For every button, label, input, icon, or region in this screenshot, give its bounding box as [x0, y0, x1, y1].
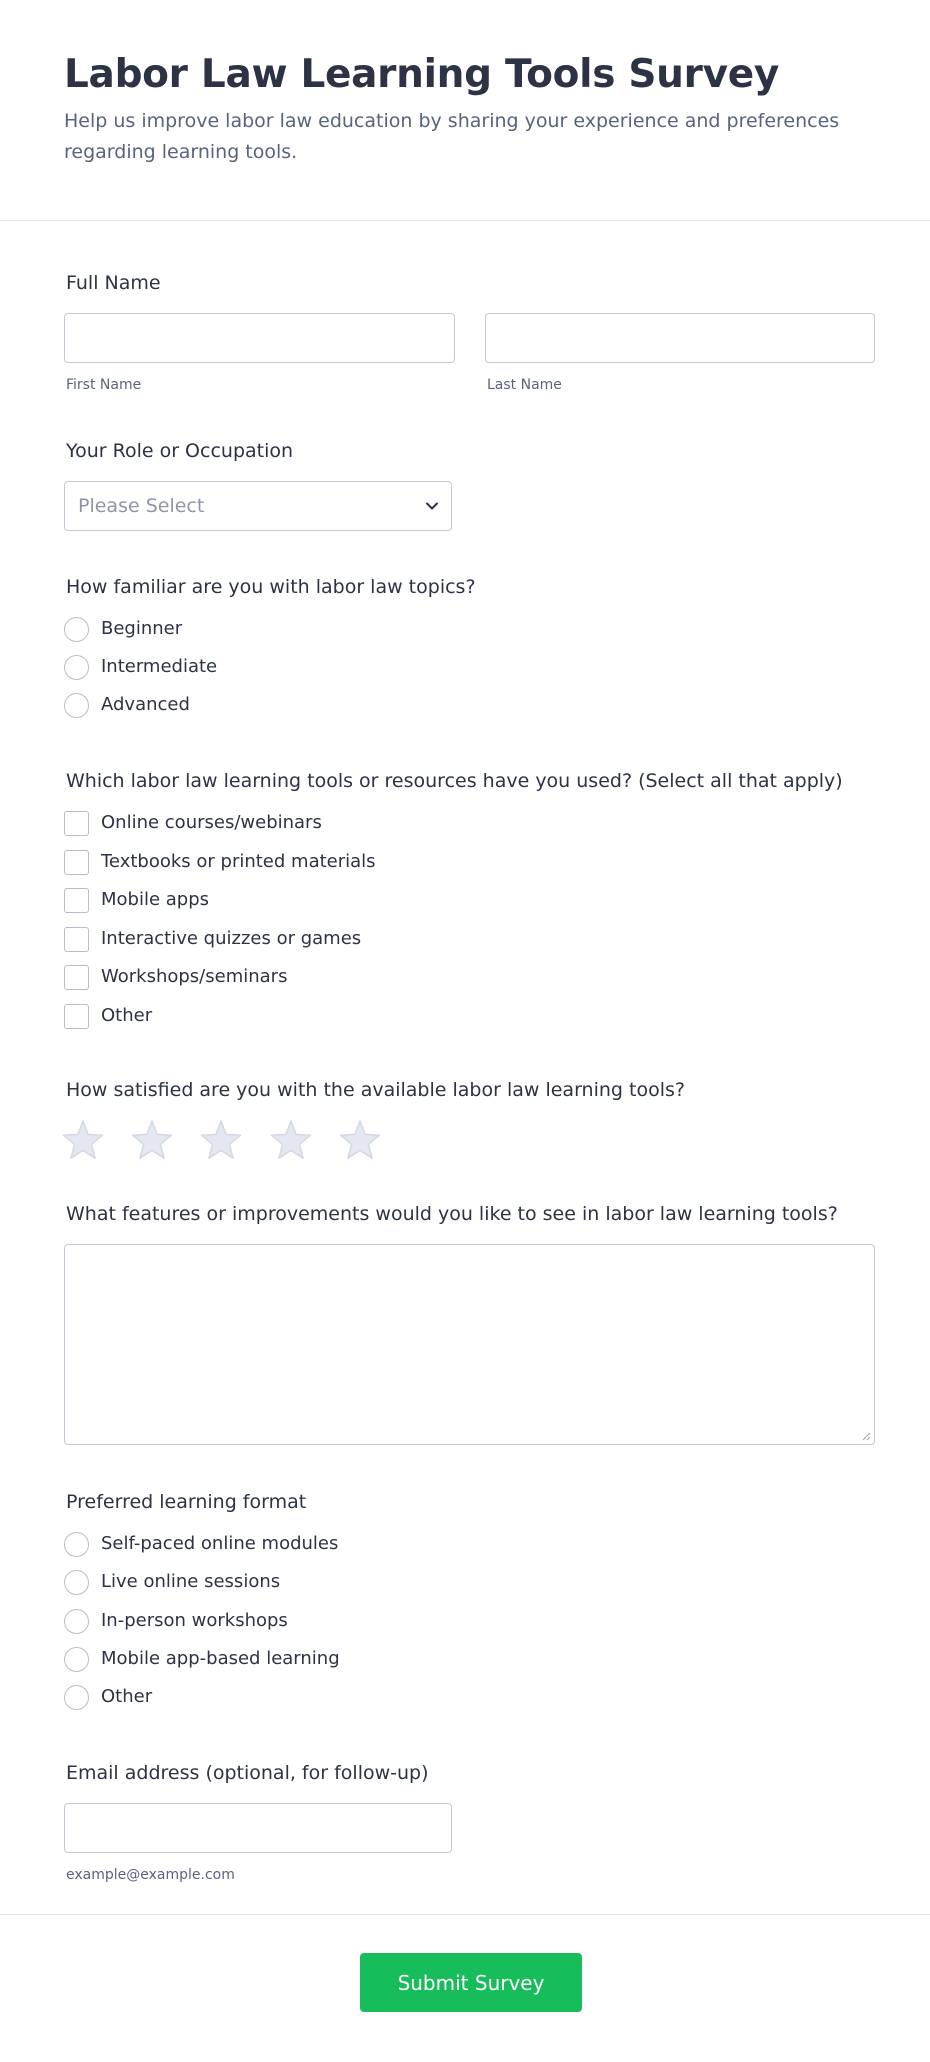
star-icon[interactable] [270, 1119, 312, 1161]
submit-survey-button[interactable]: Submit Survey [360, 1953, 582, 2012]
radio-button[interactable] [64, 617, 89, 642]
radio-button[interactable] [64, 693, 89, 718]
option-label: Advanced [101, 694, 190, 715]
option-label: Textbooks or printed materials [101, 851, 376, 872]
option-label: Beginner [101, 618, 183, 639]
role-select-placeholder: Please Select [78, 495, 205, 517]
radio-button[interactable] [64, 1685, 89, 1710]
features-label: What features or improvements would you like to see in labor law learning tools? [66, 1203, 838, 1225]
checkbox[interactable] [64, 927, 89, 952]
option-label: Intermediate [101, 656, 218, 677]
resize-handle-icon[interactable] [861, 1431, 871, 1441]
last-name-sublabel: Last Name [487, 377, 562, 393]
radio-button[interactable] [64, 1532, 89, 1557]
satisfaction-label: How satisfied are you with the available labor law learning tools? [66, 1079, 685, 1101]
form-header [0, 0, 930, 221]
email-input[interactable] [64, 1803, 452, 1853]
radio-button[interactable] [64, 1647, 89, 1672]
first-name-sublabel: First Name [66, 377, 142, 393]
star-icon[interactable] [200, 1119, 242, 1161]
first-name-input[interactable] [64, 313, 455, 363]
checkbox[interactable] [64, 850, 89, 875]
page-title: Labor Law Learning Tools Survey [64, 52, 779, 97]
last-name-input[interactable] [485, 313, 875, 363]
option-label: Self-paced online modules [101, 1533, 339, 1554]
option-label: Workshops/seminars [101, 966, 288, 987]
radio-button[interactable] [64, 655, 89, 680]
familiarity-label: How familiar are you with labor law topics? [66, 576, 476, 598]
checkbox[interactable] [64, 1004, 89, 1029]
option-label: Mobile apps [101, 889, 210, 910]
role-select[interactable] [64, 481, 452, 531]
option-label: Mobile app-based learning [101, 1648, 340, 1669]
footer-divider [0, 1914, 930, 1915]
option-label: Other [101, 1686, 153, 1707]
option-label: Live online sessions [101, 1571, 281, 1592]
option-label: Other [101, 1005, 153, 1026]
checkbox[interactable] [64, 811, 89, 836]
option-label: In-person workshops [101, 1610, 288, 1631]
page-subtitle: Help us improve labor law education by sharing your experience and preferences regarding learning tools. [64, 110, 840, 163]
email-sublabel: example@example.com [66, 1867, 235, 1883]
radio-button[interactable] [64, 1570, 89, 1595]
checkbox[interactable] [64, 965, 89, 990]
role-label: Your Role or Occupation [66, 440, 294, 462]
star-icon[interactable] [62, 1119, 104, 1161]
radio-button[interactable] [64, 1609, 89, 1634]
star-icon[interactable] [339, 1119, 381, 1161]
full-name-label: Full Name [66, 272, 161, 294]
chevron-down-icon [425, 499, 439, 513]
email-label: Email address (optional, for follow-up) [66, 1762, 429, 1784]
features-textarea[interactable] [64, 1244, 875, 1445]
checkbox[interactable] [64, 888, 89, 913]
option-label: Interactive quizzes or games [101, 928, 362, 949]
format-label: Preferred learning format [66, 1491, 307, 1513]
option-label: Online courses/webinars [101, 812, 322, 833]
tools-used-label: Which labor law learning tools or resources have you used? (Select all that apply) [66, 770, 843, 792]
star-icon[interactable] [131, 1119, 173, 1161]
